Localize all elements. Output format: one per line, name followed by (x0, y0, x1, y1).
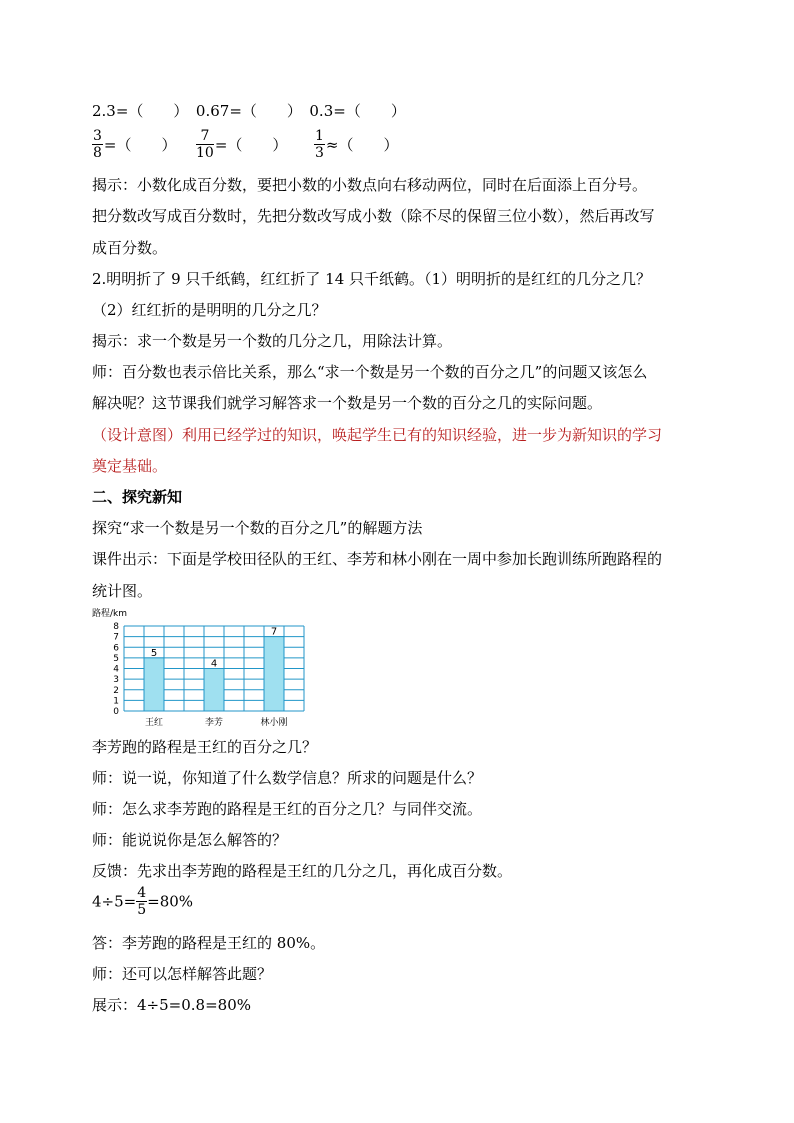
paragraph: 把分数改写成百分数时，先把分数改写成小数（除不尽的保留三位小数），然后再改写 (92, 207, 655, 225)
answer: 答：李芳跑的路程是王红的 80%。 (92, 934, 326, 952)
paragraph: 师：百分数也表示倍比关系，那么“求一个数是另一个数的百分之几”的问题又该怎么 (92, 363, 648, 381)
y-tick-label: 8 (113, 622, 119, 632)
y-tick-label: 6 (113, 643, 119, 654)
y-tick-label: 1 (113, 696, 119, 707)
paragraph: （2）红红折的是明明的几分之几？ (92, 301, 327, 319)
design-intent-note: （设计意图）利用已经学过的知识，唤起学生已有的知识经验，进一步为新知识的学习 (92, 426, 663, 444)
y-tick-label: 5 (113, 653, 119, 664)
design-intent-note: 奠定基础。 (92, 457, 168, 475)
data-label: 4 (210, 658, 218, 670)
paragraph: 统计图。 (92, 582, 153, 600)
y-tick-label: 2 (113, 685, 119, 696)
fraction: $\frac{1}{3}$ (315, 128, 324, 161)
paragraph: 师：能说说你是怎么解答的？ (92, 831, 288, 849)
paragraph: 2.明明折了 9 只千纸鹤，红红折了 14 只千纸鹤。（1）明明折的是红红的几分之几？ (92, 270, 652, 288)
question: 李芳跑的路程是王红的百分之几？ (92, 738, 318, 756)
data-label: 5 (150, 647, 158, 659)
fraction: $\frac{7}{10}$ (196, 128, 214, 161)
x-tick-label: 李芳 (204, 718, 224, 728)
fraction-item: $\frac{7}{10}$ =（ ） (196, 128, 288, 161)
bar (144, 658, 164, 711)
paragraph: 展示：4÷5=0.8=80% (92, 996, 251, 1014)
paragraph: 揭示：求一个数是另一个数的几分之几，用除法计算。 (92, 332, 453, 350)
paragraph: 师：还可以怎样解答此题？ (92, 965, 273, 983)
chart-svg (92, 605, 322, 730)
paragraph: 成百分数。 (92, 239, 168, 257)
fraction: $\frac{3}{8}$ (93, 128, 102, 161)
equation: 4÷5= $\frac{4}{5}$ =80% (92, 885, 194, 918)
paragraph: 解决呢？这节课我们就学习解答求一个数是另一个数的百分之几的实际问题。 (92, 394, 603, 412)
y-tick-label: 3 (113, 675, 119, 686)
y-tick-label: 7 (113, 632, 119, 643)
exercise-row-decimals: 2.3=（ ） 0.67=（ ） 0.3=（ ） (92, 102, 406, 120)
paragraph: 师：说一说，你知道了什么数学信息？所求的问题是什么？ (92, 769, 483, 787)
paragraph: 探究“求一个数是另一个数的百分之几”的解题方法 (92, 519, 423, 537)
x-tick-label: 王红 (144, 718, 164, 728)
bar (264, 637, 284, 711)
y-tick-label: 4 (113, 664, 119, 675)
y-axis-label: 路程/km (92, 609, 128, 619)
paragraph: 反馈：先求出李芳跑的路程是王红的几分之几，再化成百分数。 (92, 862, 513, 880)
section-heading: 二、探究新知 (92, 488, 183, 506)
y-tick-label: 0 (113, 707, 119, 717)
paragraph: 揭示：小数化成百分数，要把小数的小数点向右移动两位，同时在后面添上百分号。 (92, 176, 648, 194)
fraction-item: $\frac{3}{8}$ =（ ） (93, 128, 177, 161)
data-label: 7 (270, 626, 278, 638)
paragraph: 师：怎么求李芳跑的路程是王红的百分之几？与同伴交流。 (92, 800, 483, 818)
bar (204, 669, 224, 712)
paragraph: 课件出示：下面是学校田径队的王红、李芳和林小刚在一周中参加长跑训练所跑路程的 (92, 550, 663, 568)
x-tick-label: 林小刚 (260, 718, 288, 728)
fraction-item: $\frac{1}{3}$ ≈（ ） (315, 128, 399, 161)
distance-bar-chart (92, 605, 322, 730)
fraction: $\frac{4}{5}$ (137, 885, 147, 918)
